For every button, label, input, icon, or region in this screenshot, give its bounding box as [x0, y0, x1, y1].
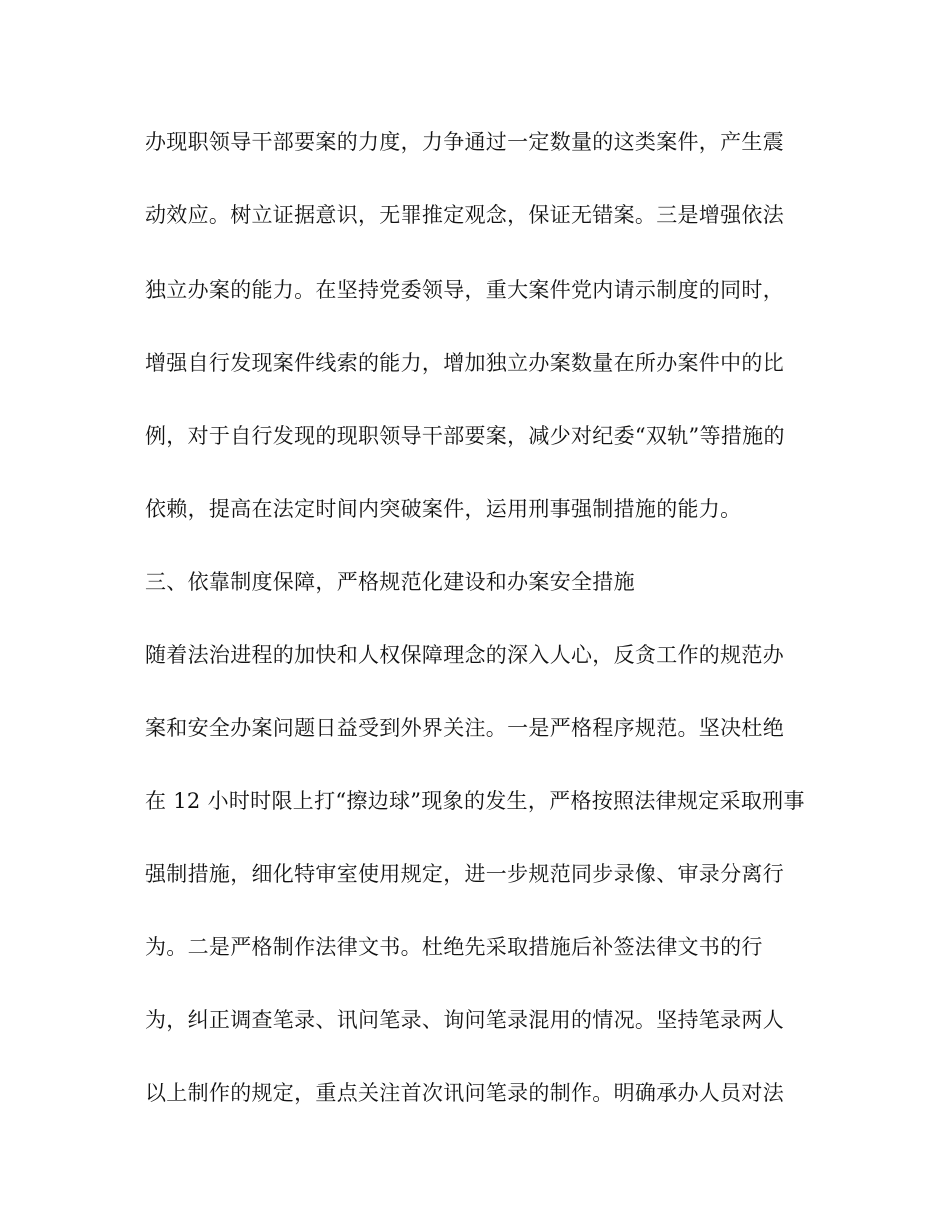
paragraph-line: 以上制作的规定，重点关注首次讯问笔录的制作。明确承办人员对法 — [145, 1081, 784, 1105]
paragraph-line: 动效应。树立证据意识，无罪推定观念，保证无错案。三是增强依法 — [145, 203, 784, 227]
paragraph-line: 增强自行发现案件线索的能力，增加独立办案数量在所办案件中的比 — [145, 351, 784, 375]
paragraph-line: 办现职领导干部要案的力度，力争通过一定数量的这类案件，产生震 — [145, 130, 784, 154]
paragraph-line: 随着法治进程的加快和人权保障理念的深入人心，反贪工作的规范办 — [145, 643, 784, 667]
paragraph-line: 案和安全办案问题日益受到外界关注。一是严格程序规范。坚决杜绝 — [145, 716, 784, 740]
paragraph-line: 依赖，提高在法定时间内突破案件，运用刑事强制措施的能力。 — [145, 497, 742, 521]
paragraph-line: 例，对于自行发现的现职领导干部要案，减少对纪委“双轨”等措施的 — [145, 424, 785, 448]
paragraph-line: 强制措施，细化特审室使用规定，进一步规范同步录像、审录分离行 — [145, 862, 784, 886]
paragraph-line: 为。二是严格制作法律文书。杜绝先采取措施后补签法律文书的行 — [145, 935, 763, 959]
paragraph-line: 在 12 小时时限上打“擦边球”现象的发生，严格按照法律规定采取刑事 — [145, 789, 805, 813]
paragraph-line: 独立办案的能力。在坚持党委领导，重大案件党内请示制度的同时， — [145, 278, 784, 302]
paragraph-line: 为，纠正调查笔录、讯问笔录、询问笔录混用的情况。坚持笔录两人 — [145, 1008, 784, 1032]
section-heading: 三、依靠制度保障，严格规范化建设和办案安全措施 — [145, 570, 635, 594]
